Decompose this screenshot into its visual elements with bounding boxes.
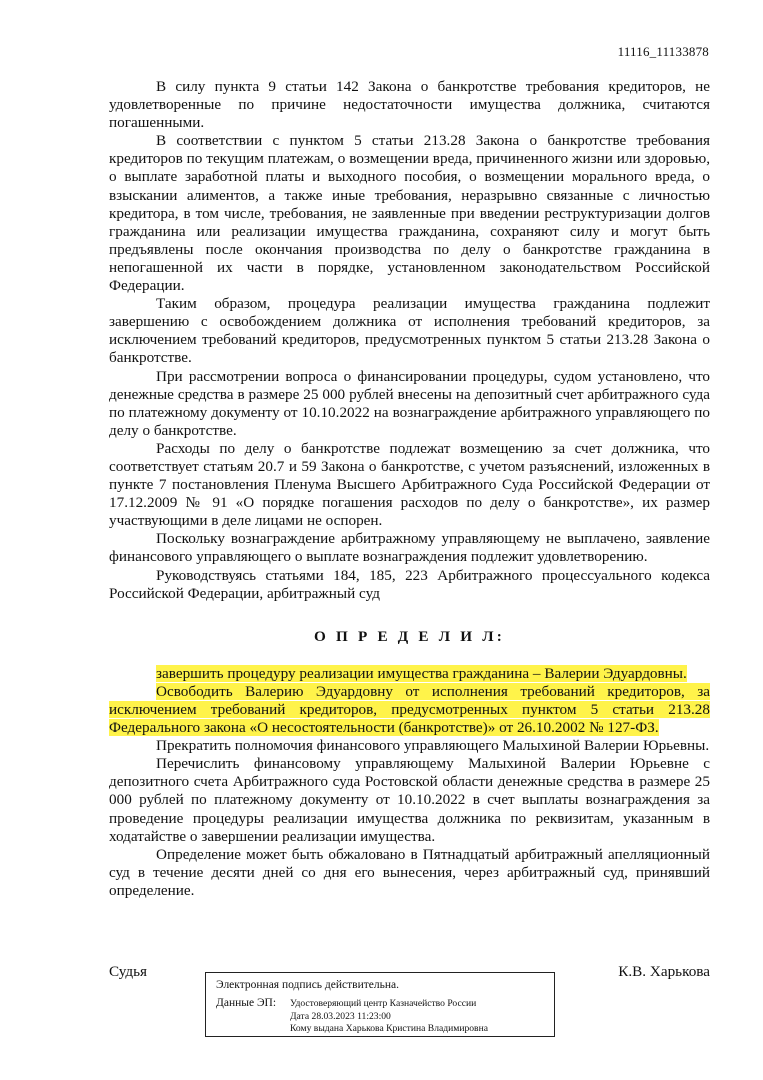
paragraph: Поскольку вознаграждение арбитражному управляющему не выплачено, заявление финансового управляющего о выплате вознаграждения подлежит удовлетворению. (109, 530, 710, 566)
ruling-paragraph (109, 683, 710, 737)
electronic-signature-stamp (205, 972, 555, 1037)
document-id: 11116_11133878 (617, 44, 709, 59)
paragraph: В соответствии с пунктом 5 статьи 213.28 Закона о банкротстве требования кредиторов по текущим платежам, о возмещении вреда, причиненного жизни или здоровью, о выплате заработной платы и выходного пособия, о возмещении морального вреда, о взыскании алиментов, а также иные требования, неразрывно связанные с личностью кредитора, в том числе, требования, не заявленные при введении реструктуризации долгов гражданина или реализации имущества гражданина, сохраняют силу и могут быть предъявлены после окончания производства по делу о банкротстве гражданина в непогашенной их части в порядке, установленном законодательством Российской Федерации. (109, 132, 710, 295)
paragraph: Таким образом, процедура реализации имущества гражданина подлежит завершению с освобождением должника от исполнения требований кредиторов, за исключением требований кредиторов, предусмотренных пунктом 5 статьи 213.28 Закона о банкротстве. (109, 295, 710, 367)
paragraph: Прекратить полномочия финансового управляющего Малыхиной Валерии Юрьевны. (156, 737, 710, 755)
judge-name: К.В. Харькова (618, 963, 710, 980)
ruling-heading: О П Р Е Д Е Л И Л: (313, 627, 506, 645)
paragraph: Перечислить финансовому управляющему Малыхиной Валерии Юрьевне с депозитного счета Арбитражного суда Ростовской области денежные средства в размере 25 000 рублей по платежному документу от 10.10.2022 в счет выплаты вознаграждения за проведение процедуры реализации имущества должника по реквизитам, указанным в ходатайстве о завершении реализации имущества. (109, 755, 710, 845)
ep-details (290, 998, 488, 1036)
paragraph: Руководствуясь статьями 184, 185, 223 Арбитражного процессуального кодекса Российской Федерации, арбитражный суд (109, 566, 710, 602)
ep-title: Электронная подпись действительна. (216, 979, 399, 991)
ep-issuer: Удостоверяющий центр Казначейство России (290, 998, 477, 1009)
highlighted-text: Освободить Валерию Эдуардовну от исполнения требований кредиторов, за исключением требований кредиторов, предусмотренных пунктом 5 статьи 213.28 Федерального закона «О несостоятельности (банкротстве)» от 26.10.2002 № 127-ФЗ. (109, 682, 710, 737)
paragraph: В силу пункта 9 статьи 142 Закона о банкротстве требования кредиторов, не удовлетворенные по причине недостаточности имущества должника, считаются погашенными. (109, 78, 710, 132)
paragraph: Расходы по делу о банкротстве подлежат возмещению за счет должника, что соответствует статьям 20.7 и 59 Закона о банкротстве, с учетом разъяснений, изложенных в пункте 7 постановления Пленума Высшего Арбитражного Суда Российской Федерации от 17.12.2009 № 91 «О порядке погашения расходов по делу о банкротстве», их размер участвующими в деле лицами не оспорен. (109, 439, 710, 530)
judge-label: Судья (109, 963, 148, 980)
ep-owner: Кому выдана Харькова Кристина Владимировна (290, 1023, 488, 1034)
highlighted-text: завершить процедуру реализации имущества гражданина – Валерии Эдуардовны. (156, 664, 687, 682)
ruling-paragraph (109, 665, 710, 683)
paragraph: Определение может быть обжаловано в Пятнадцатый арбитражный апелляционный суд в течение десяти дней со дня его вынесения, через арбитражный суд, принявший определение. (109, 845, 710, 899)
ep-label: Данные ЭП: (216, 997, 277, 1009)
paragraph: При рассмотрении вопроса о финансировании процедуры, судом установлено, что денежные средства в размере 25 000 рублей внесены на депозитный счет арбитражного суда по платежному документу от 10.10.2022 на вознаграждение арбитражного управляющего по делу о банкротстве. (109, 367, 710, 439)
document-body (109, 78, 710, 900)
ep-date: Дата 28.03.2023 11:23:00 (290, 1010, 391, 1022)
